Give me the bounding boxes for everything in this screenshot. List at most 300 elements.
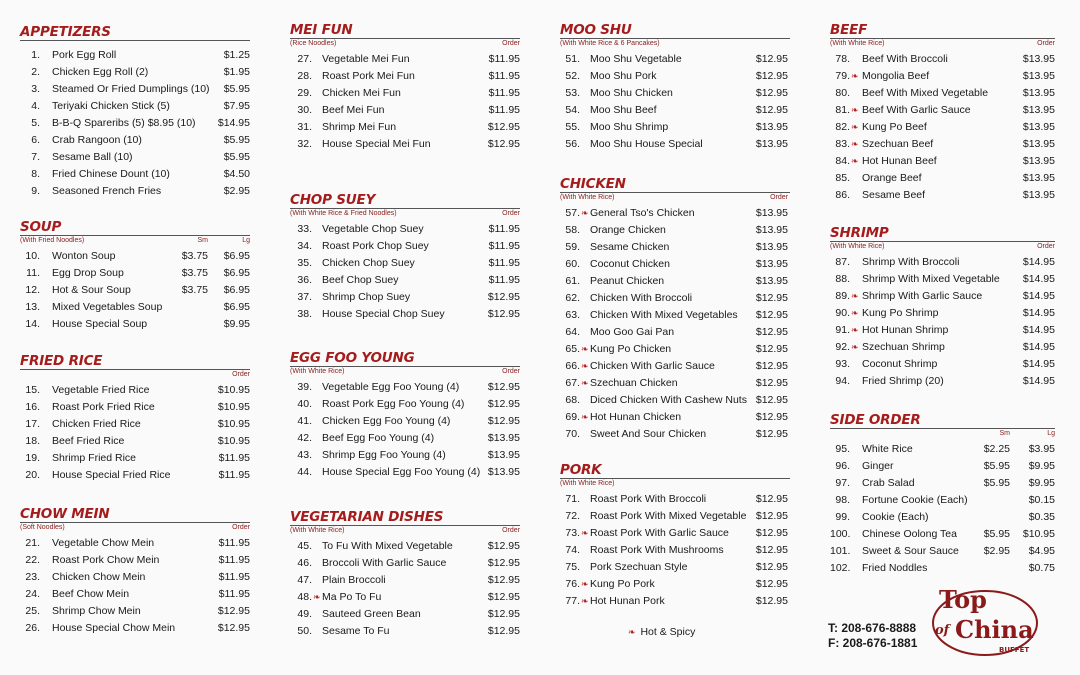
pepper-icon: ❧ — [581, 344, 589, 354]
item-name: Chicken Chow Mein — [52, 571, 146, 583]
item-name: Roast Pork With Garlic Sauce — [590, 527, 729, 539]
item-number: 25. — [25, 605, 40, 617]
item-price: $12.95 — [755, 510, 788, 522]
item-name: Szechuan Beef — [862, 138, 934, 150]
item-price: $13.95 — [1022, 70, 1055, 82]
menu-item — [830, 152, 1055, 169]
item-name: Fortune Cookie (Each) — [862, 494, 968, 506]
item-price: $13.95 — [755, 258, 788, 270]
item-name: House Special Fried Rice — [52, 469, 171, 481]
item-number: 12. — [25, 284, 40, 296]
item-name: Shrimp Chow Mein — [52, 605, 141, 617]
section-appetizers — [20, 25, 250, 199]
item-price: $13.95 — [1022, 53, 1055, 65]
item-price: $14.95 — [1022, 290, 1055, 302]
item-price: $12.95 — [487, 398, 520, 410]
item-number: 37. — [297, 291, 312, 303]
item-name: Coconut Chicken — [590, 258, 670, 270]
item-number: 22. — [25, 554, 40, 566]
item-name: Sesame Chicken — [590, 241, 670, 253]
menu-item — [560, 408, 790, 425]
menu-item — [290, 135, 520, 152]
item-price: $14.95 — [1022, 307, 1055, 319]
item-price: $10.95 — [1022, 528, 1055, 540]
section-subheader — [830, 430, 1055, 440]
section-title: EGG FOO YOUNG — [290, 350, 415, 366]
item-price: $11.95 — [218, 469, 250, 481]
item-price: $6.95 — [223, 250, 250, 262]
item-name: Sesame Ball (10) — [52, 151, 133, 163]
item-number: 5. — [31, 117, 40, 129]
menu-item — [290, 220, 520, 237]
item-name: Vegetable Mei Fun — [322, 53, 410, 65]
section-subheader — [20, 524, 250, 534]
menu-item — [560, 238, 790, 255]
item-price: $14.95 — [1022, 324, 1055, 336]
section-divider — [20, 522, 250, 523]
section-note: (With White Rice) — [290, 368, 345, 375]
item-price: $9.95 — [1028, 460, 1055, 472]
item-price: $12.95 — [755, 544, 788, 556]
item-number: 4. — [31, 100, 40, 112]
section-title: VEGETARIAN DISHES — [290, 509, 444, 525]
item-name: General Tso's Chicken — [590, 207, 695, 219]
item-number: 58. — [565, 224, 580, 236]
item-price: $10.95 — [217, 401, 250, 413]
pepper-icon: ❧ — [851, 71, 859, 81]
item-number: 63. — [565, 309, 580, 321]
item-number: 98. — [835, 494, 850, 506]
menu-item — [20, 619, 250, 636]
item-name: Coconut Shrimp — [862, 358, 938, 370]
item-name: Roast Pork With Broccoli — [590, 493, 707, 505]
menu-item — [560, 67, 790, 84]
section-title: SOUP — [20, 219, 62, 235]
item-name: Mongolia Beef — [862, 70, 930, 82]
item-number: 44. — [297, 466, 312, 478]
item-price: $14.95 — [1022, 273, 1055, 285]
menu-item — [290, 446, 520, 463]
menu-item — [560, 135, 790, 152]
item-number: 32. — [297, 138, 312, 150]
item-name: Beef Fried Rice — [52, 435, 125, 447]
menu-item — [290, 118, 520, 135]
menu-item — [290, 288, 520, 305]
menu-item — [560, 391, 790, 408]
item-number: 75. — [565, 561, 580, 573]
item-price: $3.95 — [1028, 443, 1055, 455]
item-name: Kung Po Shrimp — [862, 307, 939, 319]
item-price: $12.95 — [755, 53, 788, 65]
item-price: $14.95 — [1022, 375, 1055, 387]
item-price: $12.95 — [755, 578, 788, 590]
section-title: FRIED RICE — [20, 353, 103, 369]
item-name: Vegetable Chop Suey — [322, 223, 424, 235]
item-number: 3. — [31, 83, 40, 95]
pepper-icon: ❧ — [851, 325, 859, 335]
section-subheader — [830, 40, 1055, 50]
section-title: BEEF — [830, 22, 868, 38]
item-number: 31. — [297, 121, 312, 133]
spicy-legend-label: Hot & Spicy — [640, 626, 696, 638]
item-price: $14.95 — [1022, 358, 1055, 370]
menu-item — [830, 508, 1055, 525]
item-name: Chicken Egg Roll (2) — [52, 66, 149, 78]
item-name: Hot Hunan Beef — [862, 155, 937, 167]
menu-item — [560, 340, 790, 357]
section-egg-foo-young — [290, 351, 520, 480]
item-number: 85. — [835, 172, 850, 184]
item-name: Moo Shu House Special — [590, 138, 703, 150]
menu-item — [20, 415, 250, 432]
menu-item — [560, 323, 790, 340]
item-name: Peanut Chicken — [590, 275, 665, 287]
menu-item — [290, 588, 520, 605]
item-price: $10.95 — [217, 384, 250, 396]
item-number: 52. — [565, 70, 580, 82]
item-number: 96. — [835, 460, 850, 472]
item-name: Diced Chicken With Cashew Nuts — [590, 394, 747, 406]
menu-item — [290, 395, 520, 412]
menu-item — [290, 412, 520, 429]
item-price: $12.95 — [755, 527, 788, 539]
menu-item — [830, 457, 1055, 474]
item-price: $0.15 — [1028, 494, 1055, 506]
column-header: Order — [502, 368, 520, 375]
item-name: Shrimp With Garlic Sauce — [862, 290, 983, 302]
item-price: $12.95 — [755, 343, 788, 355]
item-number: 95. — [835, 443, 850, 455]
section-divider — [830, 428, 1055, 429]
section-note: (Soft Noodles) — [20, 524, 65, 531]
item-price: $13.95 — [1022, 155, 1055, 167]
menu-item — [20, 315, 250, 332]
svg-text:of: of — [935, 623, 950, 638]
item-name: Sweet & Sour Sauce — [862, 545, 959, 557]
item-price: $5.95 — [983, 460, 1010, 472]
item-name: Roast Pork With Mixed Vegetable — [590, 510, 747, 522]
item-price: $12.95 — [755, 428, 788, 440]
item-price: $12.95 — [487, 138, 520, 150]
item-number: 38. — [297, 308, 312, 320]
menu-item — [20, 432, 250, 449]
menu-item — [20, 247, 250, 264]
item-name: Crab Rangoon (10) — [52, 134, 142, 146]
item-name: House Special Egg Foo Young (4) — [322, 466, 481, 478]
item-number: 50. — [297, 625, 312, 637]
section-moo-shu — [560, 23, 790, 152]
section-subheader — [290, 368, 520, 378]
item-price: $5.95 — [223, 151, 250, 163]
item-name: Chicken Fried Rice — [52, 418, 141, 430]
item-name: Moo Shu Shrimp — [590, 121, 669, 133]
column-header: Lg — [1047, 430, 1055, 437]
item-number: 10. — [25, 250, 40, 262]
menu-item — [290, 305, 520, 322]
menu-item — [830, 135, 1055, 152]
item-price: $13.95 — [487, 466, 520, 478]
section-side-order — [830, 413, 1055, 576]
item-number: 34. — [297, 240, 312, 252]
item-price: $12.95 — [755, 292, 788, 304]
item-number: 29. — [297, 87, 312, 99]
item-name: Chicken Egg Foo Young (4) — [322, 415, 451, 427]
item-price: $13.95 — [1022, 189, 1055, 201]
menu-item — [560, 425, 790, 442]
item-number: 81. — [835, 104, 850, 116]
pepper-icon: ❧ — [313, 592, 321, 602]
menu-item — [830, 372, 1055, 389]
item-price: $11.95 — [488, 53, 520, 65]
item-number: 71. — [565, 493, 580, 505]
item-number: 40. — [297, 398, 312, 410]
section-chow-mein — [20, 507, 250, 636]
item-number: 101. — [830, 545, 851, 557]
item-price: $0.35 — [1028, 511, 1055, 523]
item-number: 68. — [565, 394, 580, 406]
item-number: 61. — [565, 275, 580, 287]
item-name: Kung Po Chicken — [590, 343, 672, 355]
column-header: Lg — [242, 237, 250, 244]
fax-number: F: 208-676-1881 — [828, 636, 918, 650]
item-price: $7.95 — [223, 100, 250, 112]
item-price: $13.95 — [755, 138, 788, 150]
section-divider — [290, 366, 520, 367]
menu-item — [830, 50, 1055, 67]
item-number: 93. — [835, 358, 850, 370]
item-price: $13.95 — [1022, 172, 1055, 184]
item-price: $12.95 — [755, 326, 788, 338]
item-name: Orange Beef — [862, 172, 922, 184]
item-name: Moo Shu Chicken — [590, 87, 673, 99]
item-number: 65. — [565, 343, 580, 355]
item-name: Pork Egg Roll — [52, 49, 117, 61]
menu-item — [560, 490, 790, 507]
item-price: $12.95 — [755, 104, 788, 116]
item-price: $12.95 — [755, 360, 788, 372]
item-name: Fried Chinese Dount (10) — [52, 168, 170, 180]
item-price: $6.95 — [223, 301, 250, 313]
item-price: $12.95 — [755, 70, 788, 82]
item-name: Sesame To Fu — [322, 625, 390, 637]
item-name: House Special Chop Suey — [322, 308, 445, 320]
svg-text:Top: Top — [939, 585, 987, 614]
menu-item — [290, 271, 520, 288]
menu-item — [560, 272, 790, 289]
item-price: $12.95 — [217, 622, 250, 634]
item-name: Beef Egg Foo Young (4) — [322, 432, 435, 444]
item-number: 67. — [565, 377, 580, 389]
menu-item — [290, 463, 520, 480]
item-number: 59. — [565, 241, 580, 253]
item-number: 72. — [565, 510, 580, 522]
item-name: Chinese Oolong Tea — [862, 528, 957, 540]
item-number: 89. — [835, 290, 850, 302]
svg-text:BUFFET: BUFFET — [999, 646, 1030, 654]
item-price: $11.95 — [488, 87, 520, 99]
pepper-icon: ❧ — [851, 122, 859, 132]
menu-item — [830, 474, 1055, 491]
menu-item — [290, 237, 520, 254]
item-name: Vegetable Fried Rice — [52, 384, 150, 396]
menu-item — [560, 524, 790, 541]
item-number: 70. — [565, 428, 580, 440]
column-header: Order — [232, 524, 250, 531]
item-number: 62. — [565, 292, 580, 304]
item-number: 21. — [25, 537, 40, 549]
item-number: 74. — [565, 544, 580, 556]
item-number: 28. — [297, 70, 312, 82]
item-name: Mixed Vegetables Soup — [52, 301, 163, 313]
item-number: 51. — [565, 53, 580, 65]
item-price: $12.95 — [487, 121, 520, 133]
item-price: $11.95 — [488, 223, 520, 235]
section-note: (With White Rice & Fried Noodles) — [290, 210, 397, 217]
item-name: Chicken With Garlic Sauce — [590, 360, 715, 372]
item-price: $12.95 — [487, 591, 520, 603]
item-name: Chicken Chop Suey — [322, 257, 415, 269]
menu-item — [290, 67, 520, 84]
item-name: Hot & Sour Soup — [52, 284, 131, 296]
item-price: $14.95 — [217, 117, 250, 129]
item-name: Kung Po Beef — [862, 121, 927, 133]
section-divider — [290, 38, 520, 39]
item-name: Pork Szechuan Style — [590, 561, 688, 573]
menu-item — [830, 186, 1055, 203]
item-number: 87. — [835, 256, 850, 268]
item-number: 57. — [565, 207, 580, 219]
item-price: $6.95 — [223, 267, 250, 279]
menu-item — [20, 165, 250, 182]
section-divider — [20, 40, 250, 41]
item-number: 20. — [25, 469, 40, 481]
item-price: $13.95 — [755, 224, 788, 236]
item-number: 94. — [835, 375, 850, 387]
item-name: Teriyaki Chicken Stick (5) — [52, 100, 170, 112]
menu-item — [830, 84, 1055, 101]
menu-item — [830, 101, 1055, 118]
item-price: $12.95 — [487, 540, 520, 552]
menu-item — [830, 491, 1055, 508]
item-number: 97. — [835, 477, 850, 489]
item-number: 7. — [31, 151, 40, 163]
item-name: Roast Pork With Mushrooms — [590, 544, 724, 556]
item-price: $11.95 — [218, 571, 250, 583]
column-header: Order — [502, 527, 520, 534]
item-name: Beef With Broccoli — [862, 53, 948, 65]
item-price: $12.95 — [755, 394, 788, 406]
item-number: 78. — [835, 53, 850, 65]
menu-item — [20, 568, 250, 585]
item-name: Chicken With Broccoli — [590, 292, 693, 304]
column-header: Order — [502, 40, 520, 47]
item-price: $13.95 — [755, 241, 788, 253]
menu-item — [830, 270, 1055, 287]
section-title: PORK — [560, 462, 602, 478]
item-number: 100. — [830, 528, 851, 540]
section-note: (With Fried Noodles) — [20, 237, 85, 244]
item-price: $13.95 — [755, 121, 788, 133]
item-number: 60. — [565, 258, 580, 270]
pepper-icon: ❧ — [851, 342, 859, 352]
item-price: $0.75 — [1028, 562, 1055, 574]
section-subheader — [290, 40, 520, 50]
item-number: 80. — [835, 87, 850, 99]
item-price: $11.95 — [488, 257, 520, 269]
item-number: 16. — [25, 401, 40, 413]
menu-item — [290, 254, 520, 271]
menu-item — [830, 67, 1055, 84]
item-price: $5.95 — [223, 134, 250, 146]
menu-item — [830, 253, 1055, 270]
menu-item — [20, 264, 250, 281]
menu-item — [560, 84, 790, 101]
menu-item — [290, 429, 520, 446]
item-price: $11.95 — [218, 452, 250, 464]
item-price: $11.95 — [488, 104, 520, 116]
section-title: CHOP SUEY — [290, 192, 376, 208]
menu-item — [560, 50, 790, 67]
column-header: Order — [770, 194, 788, 201]
item-name: Shrimp Chop Suey — [322, 291, 411, 303]
item-name: Chicken With Mixed Vegetables — [590, 309, 738, 321]
menu-item — [20, 281, 250, 298]
column-header: Order — [502, 210, 520, 217]
pepper-icon: ❧ — [851, 156, 859, 166]
item-price: $12.95 — [755, 87, 788, 99]
item-price: $13.95 — [1022, 138, 1055, 150]
pepper-icon: ❧ — [581, 208, 589, 218]
item-price: $12.95 — [487, 608, 520, 620]
section-subheader — [830, 243, 1055, 253]
column-header: Sm — [999, 430, 1010, 437]
item-name: Beef With Mixed Vegetable — [862, 87, 989, 99]
item-name: Shrimp With Broccoli — [862, 256, 960, 268]
item-name: Hot Hunan Pork — [590, 595, 665, 607]
item-price: $2.95 — [983, 545, 1010, 557]
menu-item — [560, 374, 790, 391]
section-shrimp — [830, 226, 1055, 389]
section-title: MOO SHU — [560, 22, 632, 38]
column-header: Sm — [197, 237, 208, 244]
item-number: 99. — [835, 511, 850, 523]
section-divider — [20, 369, 250, 370]
item-name: Moo Goo Gai Pan — [590, 326, 675, 338]
menu-item — [830, 338, 1055, 355]
menu-item — [560, 289, 790, 306]
item-price: $11.95 — [218, 554, 250, 566]
item-price: $12.95 — [755, 377, 788, 389]
item-price: $3.75 — [181, 250, 208, 262]
item-name: Orange Chicken — [590, 224, 666, 236]
menu-item — [290, 537, 520, 554]
item-price: $10.95 — [217, 435, 250, 447]
item-name: Kung Po Pork — [590, 578, 655, 590]
item-name: Shrimp Egg Foo Young (4) — [322, 449, 446, 461]
item-price: $12.95 — [755, 309, 788, 321]
menu-item — [290, 622, 520, 639]
menu-item — [560, 592, 790, 609]
section-divider — [290, 525, 520, 526]
item-price: $12.95 — [487, 308, 520, 320]
item-number: 43. — [297, 449, 312, 461]
menu-item — [560, 306, 790, 323]
menu-item — [20, 534, 250, 551]
item-price: $5.95 — [983, 477, 1010, 489]
item-name: Egg Drop Soup — [52, 267, 124, 279]
item-name: Szechuan Chicken — [590, 377, 678, 389]
item-name: Fried Shrimp (20) — [862, 375, 944, 387]
